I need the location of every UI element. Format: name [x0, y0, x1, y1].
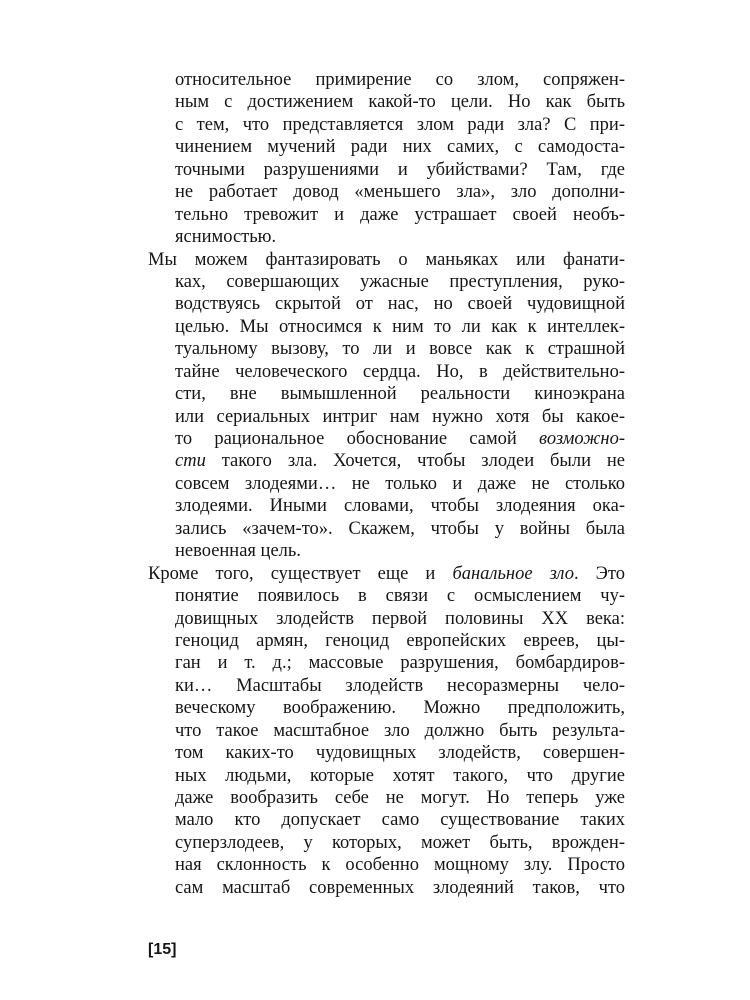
text-segment: водствуясь скрытой от нас, но своей чудовищной	[175, 294, 625, 315]
text-line	[175, 787, 625, 809]
text-line	[175, 540, 625, 562]
italic-text: сти	[175, 451, 206, 472]
text-segment: целью. Мы относимся к ним то ли как к интеллек-	[175, 316, 625, 337]
text-segment: мало кто допускает само существование таких	[175, 810, 625, 831]
text-line	[175, 271, 625, 293]
text-segment: ки… Масштабы злодейств несоразмерны чело-	[175, 675, 625, 696]
text-line	[175, 518, 625, 540]
text-line	[175, 652, 625, 674]
paragraph	[148, 563, 625, 900]
text-segment: довищных злодейств первой половины XX века:	[175, 608, 625, 629]
text-line	[175, 428, 625, 450]
page-number: [15]	[148, 941, 177, 958]
text-segment: зались «зачем-то». Скажем, чтобы у войны была	[175, 518, 625, 539]
text-segment: ган и т. д.; массовые разрушения, бомбардиров-	[175, 653, 625, 674]
text-segment: злодеями. Иными словами, чтобы злодеяния ока-	[175, 496, 625, 517]
text-segment: тельно тревожит и даже устрашает своей необъ-	[175, 204, 625, 225]
text-line	[175, 383, 625, 405]
text-line	[175, 114, 625, 136]
text-line	[175, 675, 625, 697]
text-segment: совсем злодеями… не только и даже не столько	[175, 473, 625, 494]
text-line	[175, 450, 625, 472]
text-line	[175, 136, 625, 158]
text-segment: чинением мучений ради них самих, с самодоста-	[175, 137, 625, 158]
text-segment: ным с достижением какой-то цели. Но как быть	[175, 92, 625, 113]
text-segment: то рациональное обоснование самой	[175, 429, 540, 449]
text-segment: не работает довод «меньшего зла», зло дополни-	[175, 182, 625, 203]
text-segment: понятие появилось в связи с осмыслением чу-	[175, 586, 625, 607]
text-line	[175, 181, 625, 203]
text-line	[175, 630, 625, 652]
text-line	[148, 249, 625, 271]
italic-text: возможно-	[539, 429, 625, 449]
text-segment: невоенная цель.	[175, 541, 301, 562]
text-line	[148, 563, 625, 585]
text-segment: такого зла. Хочется, чтобы злодеи были не	[205, 451, 625, 472]
paragraph	[148, 249, 625, 563]
text-segment: точными разрушениями и убийствами? Там, где	[175, 159, 625, 180]
text-segment: веческому воображению. Можно предположить,	[175, 698, 625, 719]
text-segment: том каких-то чудовищных злодейств, совершен-	[175, 743, 625, 764]
text-line	[175, 608, 625, 630]
page-text	[148, 69, 625, 899]
text-segment: суперзлодеев, у которых, может быть, врожден-	[175, 832, 625, 853]
text-line	[175, 406, 625, 428]
text-segment: тайне человеческого сердца. Но, в действительно-	[175, 361, 625, 382]
text-line	[175, 293, 625, 315]
italic-text: банальное зло	[452, 563, 574, 584]
text-segment: туальному вызову, то ли и вовсе как к страшной	[175, 339, 625, 360]
text-line	[175, 720, 625, 742]
text-segment: сам масштаб современных злодеяний таков, что	[175, 877, 625, 898]
text-line	[175, 473, 625, 495]
text-line	[175, 495, 625, 517]
text-line	[175, 832, 625, 854]
text-line	[175, 316, 625, 338]
text-line	[175, 585, 625, 607]
text-segment: Мы можем фантазировать о маньяках или фанати-	[148, 249, 625, 270]
text-line	[175, 338, 625, 360]
text-segment: ная склонность к особенно мощному злу. Просто	[175, 855, 625, 876]
text-line	[175, 204, 625, 226]
text-segment: с тем, что представляется злом ради зла? С при-	[175, 114, 625, 135]
text-line	[175, 91, 625, 113]
text-line	[175, 854, 625, 876]
text-line	[175, 742, 625, 764]
text-line	[175, 159, 625, 181]
text-segment: относительное примирение со злом, сопряжен-	[175, 70, 625, 90]
text-segment: или сериальных интриг нам нужно хотя бы какое-	[175, 406, 625, 427]
text-segment: ках, совершающих ужасные преступления, руко-	[175, 271, 625, 292]
text-segment: Кроме того, существует еще и	[148, 563, 453, 584]
text-segment: сти, вне вымышленной реальности киноэкрана	[175, 384, 625, 405]
text-line	[175, 765, 625, 787]
text-line	[175, 809, 625, 831]
text-segment: яснимостью.	[175, 227, 277, 248]
paragraph	[175, 69, 625, 249]
text-line	[175, 697, 625, 719]
text-segment: . Это	[573, 563, 625, 584]
text-segment: геноцид армян, геноцид европейских евреев, цы-	[175, 630, 625, 651]
text-segment: ных людьми, которые хотят такого, что другие	[175, 765, 625, 786]
text-segment: что такое масштабное зло должно быть результа-	[175, 720, 625, 741]
text-line	[175, 226, 625, 248]
text-segment: даже вообразить себе не могут. Но теперь уже	[175, 788, 625, 808]
text-line	[175, 69, 625, 91]
text-line	[175, 361, 625, 383]
text-line	[175, 877, 625, 899]
